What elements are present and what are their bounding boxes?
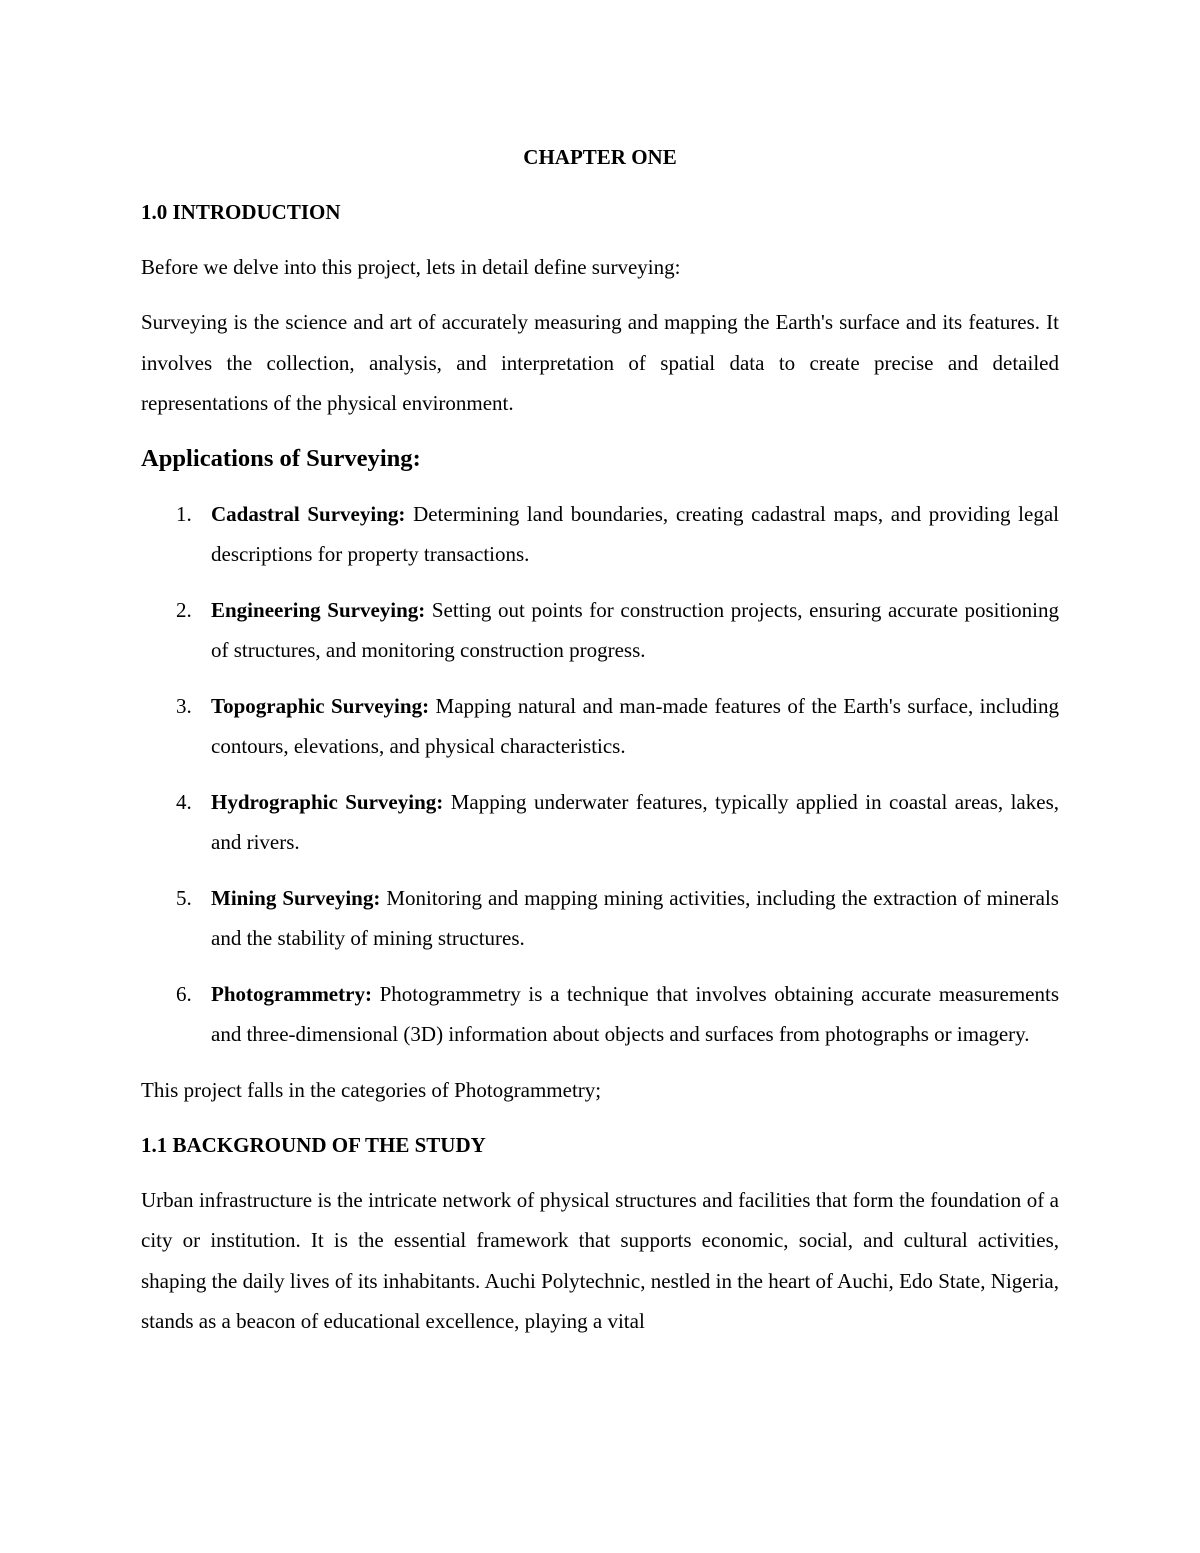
list-item-number: 4.: [176, 789, 192, 814]
list-item-term: Mining Surveying:: [211, 885, 381, 910]
background-heading: 1.1 BACKGROUND OF THE STUDY: [141, 1132, 486, 1157]
list-item: [141, 686, 1059, 767]
list-item-term: Topographic Surveying:: [211, 693, 430, 718]
category-statement: This project falls in the categories of Photogrammetry;: [141, 1077, 602, 1102]
list-item-number: 3.: [176, 693, 192, 718]
list-item: [141, 494, 1059, 575]
page-content: [141, 137, 1059, 1342]
introduction-lead: Before we delve into this project, lets in detail define surveying:: [141, 255, 681, 279]
list-item-term: Engineering Surveying:: [211, 597, 426, 622]
list-item-term: Hydrographic Surveying:: [211, 789, 444, 814]
list-item-text: Mapping underwater features, typically applied in coastal areas, lakes, and rivers.: [211, 789, 1060, 854]
list-item-text: Photogrammetry is a technique that involves obtaining accurate measurements and three-dimensional (3D) information about objects and surfaces from photographs or imagery.: [211, 981, 1059, 1046]
list-item-text: Monitoring and mapping mining activities, including the extraction of minerals and the stability of mining structures.: [211, 885, 1059, 950]
applications-list: [141, 494, 1059, 1055]
list-item-text: Setting out points for construction projects, ensuring accurate positioning of structures, and monitoring construction progress.: [211, 597, 1060, 662]
list-item-text: Determining land boundaries, creating cadastral maps, and providing legal descriptions for property transactions.: [211, 501, 1059, 566]
list-item-text: Mapping natural and man-made features of the Earth's surface, including contours, elevations, and physical characteristics.: [211, 693, 1059, 758]
list-item: [141, 974, 1059, 1055]
list-item: [141, 878, 1059, 959]
chapter-title: CHAPTER ONE: [523, 145, 677, 169]
introduction-heading: 1.0 INTRODUCTION: [141, 200, 341, 224]
list-item-number: 2.: [176, 597, 192, 622]
list-item-term: Photogrammetry:: [211, 981, 372, 1006]
list-item-number: 5.: [176, 885, 192, 910]
list-item: [141, 782, 1059, 863]
applications-heading: Applications of Surveying:: [141, 444, 421, 472]
background-paragraph: Urban infrastructure is the intricate network of physical structures and facilities that form the foundation of a city or institution. It is the essential framework that supports economic, social, and cultural activities, shaping the daily lives of its inhabitants. Auchi Polytechnic, nestled in the heart of Auchi, Edo State, Nigeria, stands as a beacon of educational excellence, playing a vital: [141, 1187, 1059, 1333]
list-item: [141, 590, 1059, 671]
list-item-term: Cadastral Surveying:: [211, 501, 406, 526]
surveying-definition: Surveying is the science and art of accurately measuring and mapping the Earth's surface and its features. It involves the collection, analysis, and interpretation of spatial data to create precise and detailed representations of the physical environment.: [141, 310, 1059, 415]
list-item-number: 1.: [176, 501, 192, 526]
list-item-number: 6.: [176, 981, 192, 1006]
